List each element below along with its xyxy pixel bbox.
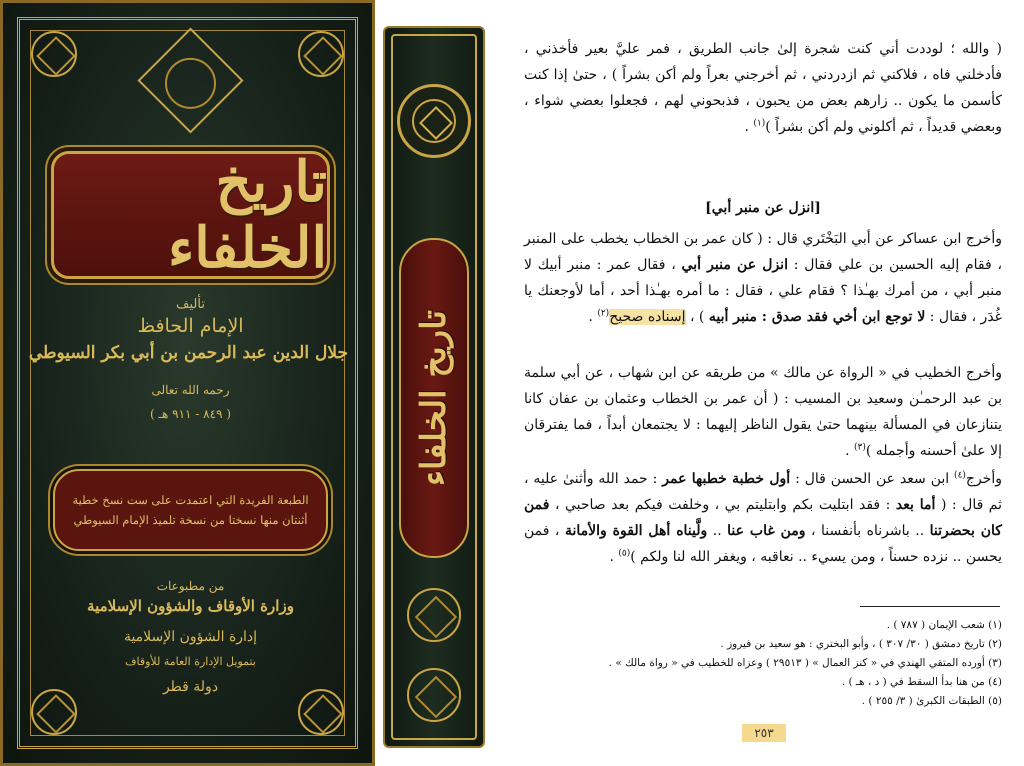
paragraph-4 [524,466,1002,570]
footnote-ref-1: (١) [753,118,766,129]
section-heading: [انزل عن منبر أبي] [705,200,821,216]
footnote-3: (٣) أورده المتقي الهندي في « كنز العمال » ( ٢٩٥١٣ ) وعزاه للخطيب في « رواة مالك » . [608,657,1002,669]
edition-line-1: الطبعة الفريدة التي اعتمدت على ست نسخ خطية [72,493,309,507]
footnote-divider [860,606,1000,607]
footnote-2: (٢) تاريخ دمشق ( ٣٠/ ٣٠٧ ) ، وأبو البختري : هو سعيد بن فيروز . [720,638,1002,650]
cover-title: تاريخ الخلفاء [167,149,327,281]
paragraph-1-end: . [744,119,754,135]
spine-title-band [399,238,469,558]
book-page [502,0,1024,766]
medallion-icon [407,668,461,722]
corner-ornament-icon [298,689,344,735]
footnotes [524,616,1002,711]
paragraph-4-text-d: : حمد الله وأثنىٰ عليه ، ثم قال : ( [524,471,1003,513]
paragraph-4-text-h: .. باشرناه بأنفسنا ، [805,523,930,539]
footnote-5: (٥) الطبقات الكبرىٰ ( ٣/ ٢٥٥ ) . [861,695,1002,707]
cover-years: ( ٨٤٩ - ٩١١ هـ ) [149,407,232,421]
paragraph-4-end: . [609,549,619,565]
corner-ornament-icon [31,689,77,735]
cover-country: دولة قطر [162,679,219,695]
paragraph-2-text-c: ، فقال عمر : منبر أبيك لا منبر أبي ، من أمرك بهـٰذا ؟ فقام علي ، فقال : ما أمره بهـٰذا أحد ، أما لأوجعنك يا غُدَر ، فقال : [524,257,1002,325]
footnote-4: (٤) من هنا بدأ السقط في ( د ، هـ ) . [841,676,1002,688]
footnote-ref-4: (٤) [954,470,966,481]
edition-line-2: أثنتان منها نسختا من نسخة تلميذ الإمام السيوطي [73,513,308,527]
footnote-ref-3: (٣) [854,442,866,453]
medallion-icon [407,588,461,642]
paragraph-2-end: . [588,309,598,325]
seal-emblem-icon [412,99,456,143]
paragraph-1-text: ( والله ؛ لوددت أني كنت شجرة إلىٰ جانب الطريق ، فمر عليَّ بعير فأخذني ، فأدخلني فاه ، فلاكني ثم ازدردني ، ثم أخرجني بعراً ولم أكن بشراً ) ، حتىٰ إذا كنت كأسمن ما يكون .. زارهم بعض من يحبون ، فذبحوني لهم ، فجعلوا بعضي شواء ، وبعضي قديداً ، ثم أكلوني ولم أكن بشراً ) [524,41,1002,135]
footnote-ref-5: (٥) [618,548,631,559]
footnote-ref-2: (٢) [597,308,610,319]
paragraph-2-bold-a: انزل عن منبر أبي [681,257,788,273]
ministry-seal-icon [397,84,471,158]
paragraph-4-text-f: : فقد ابتليت بكم وابتليتم بي ، وخلفت فيكم بعد صاحبي ، [549,497,896,513]
footnote-1: (١) شعب الإيمان ( ٧٨٧ ) . [886,619,1002,631]
spine-title: تاريخ الخلفاء [414,309,455,487]
book-front-cover [0,0,375,766]
paragraph-4-bold-k: ولَّيناه أهل القوة والأمانة [564,523,708,539]
paragraph-4-text-a: وأخرج [965,471,1002,487]
highlighted-isnad: إسناده صحيح [609,309,686,325]
paragraph-4-bold-e: أما بعد [895,497,936,513]
paragraph-3-end: . [845,443,855,459]
paragraph-4-text-j: .. [707,523,728,539]
cover-talif: تأليف [176,297,205,312]
paragraph-4-text-b: ابن سعد عن الحسن قال : [790,471,955,487]
paragraph-2-bold-b: لا توجع ابن أخي فقد صدق : منبر أبيه [708,309,926,325]
paragraph-4-bold-c: أول خطبة خطبها عمر [662,471,791,487]
paragraph-3-text: وأخرج الخطيب في « الرواة عن مالك » من طريقه عن ابن شهاب ، عن أبي سلمة بن عبد الرحمـٰن وسعيد بن المسيب : ( أن عمر بن الخطاب وعثمان بن عفان كانا يتنازعان في المسألة بينهما حتىٰ يقول الناظر إليهما : لا يجتمعان أبداً ، فما يفترقان إلا علىٰ أحسنه وأجمله ) [524,365,1002,459]
paragraph-4-bold-i: ومن غاب عنا [727,523,806,539]
cover-title-cartouche [51,151,330,279]
book-spine [383,26,485,748]
paragraph-1 [524,36,1002,140]
paragraph-3 [524,360,1002,464]
corner-ornament-icon [298,31,344,77]
corner-ornament-icon [31,31,77,77]
cover-author: جلال الدين عبد الرحمن بن أبي بكر السيوطي [28,343,348,363]
paragraph-2-text-e: ) ، [685,309,709,325]
paragraph-4-text-l: ، فمن يحسن .. نزده حسناً ، ومن يسيء .. نعاقبه ، ويغفر الله لنا ولكم ) [524,523,1002,565]
paragraph-4-bold-g: فمن كان بحضرتنا [524,497,1002,539]
paragraph-2-text-a: وأخرج ابن عساكر عن أبي البَخْتَري قال : ( كان عمر بن الخطاب يخطب على المنبر ، فقام إليه الحسين بن علي فقال : [524,231,1002,273]
cover-funding: بتمويل الإدارة العامة للأوقاف [125,655,256,668]
cover-admin: إدارة الشؤون الإسلامية [123,629,258,645]
page-number: ٢٥٣ [742,724,786,742]
cover-imam: الإمام الحافظ [137,315,244,337]
cover-publisher-from: من مطبوعات [156,579,225,593]
paragraph-2 [524,226,1002,330]
cover-ministry: وزارة الأوقاف والشؤون الإسلامية [87,597,294,615]
edition-note-box [53,469,328,551]
cover-rahimah: رحمه الله تعالى [151,383,230,397]
